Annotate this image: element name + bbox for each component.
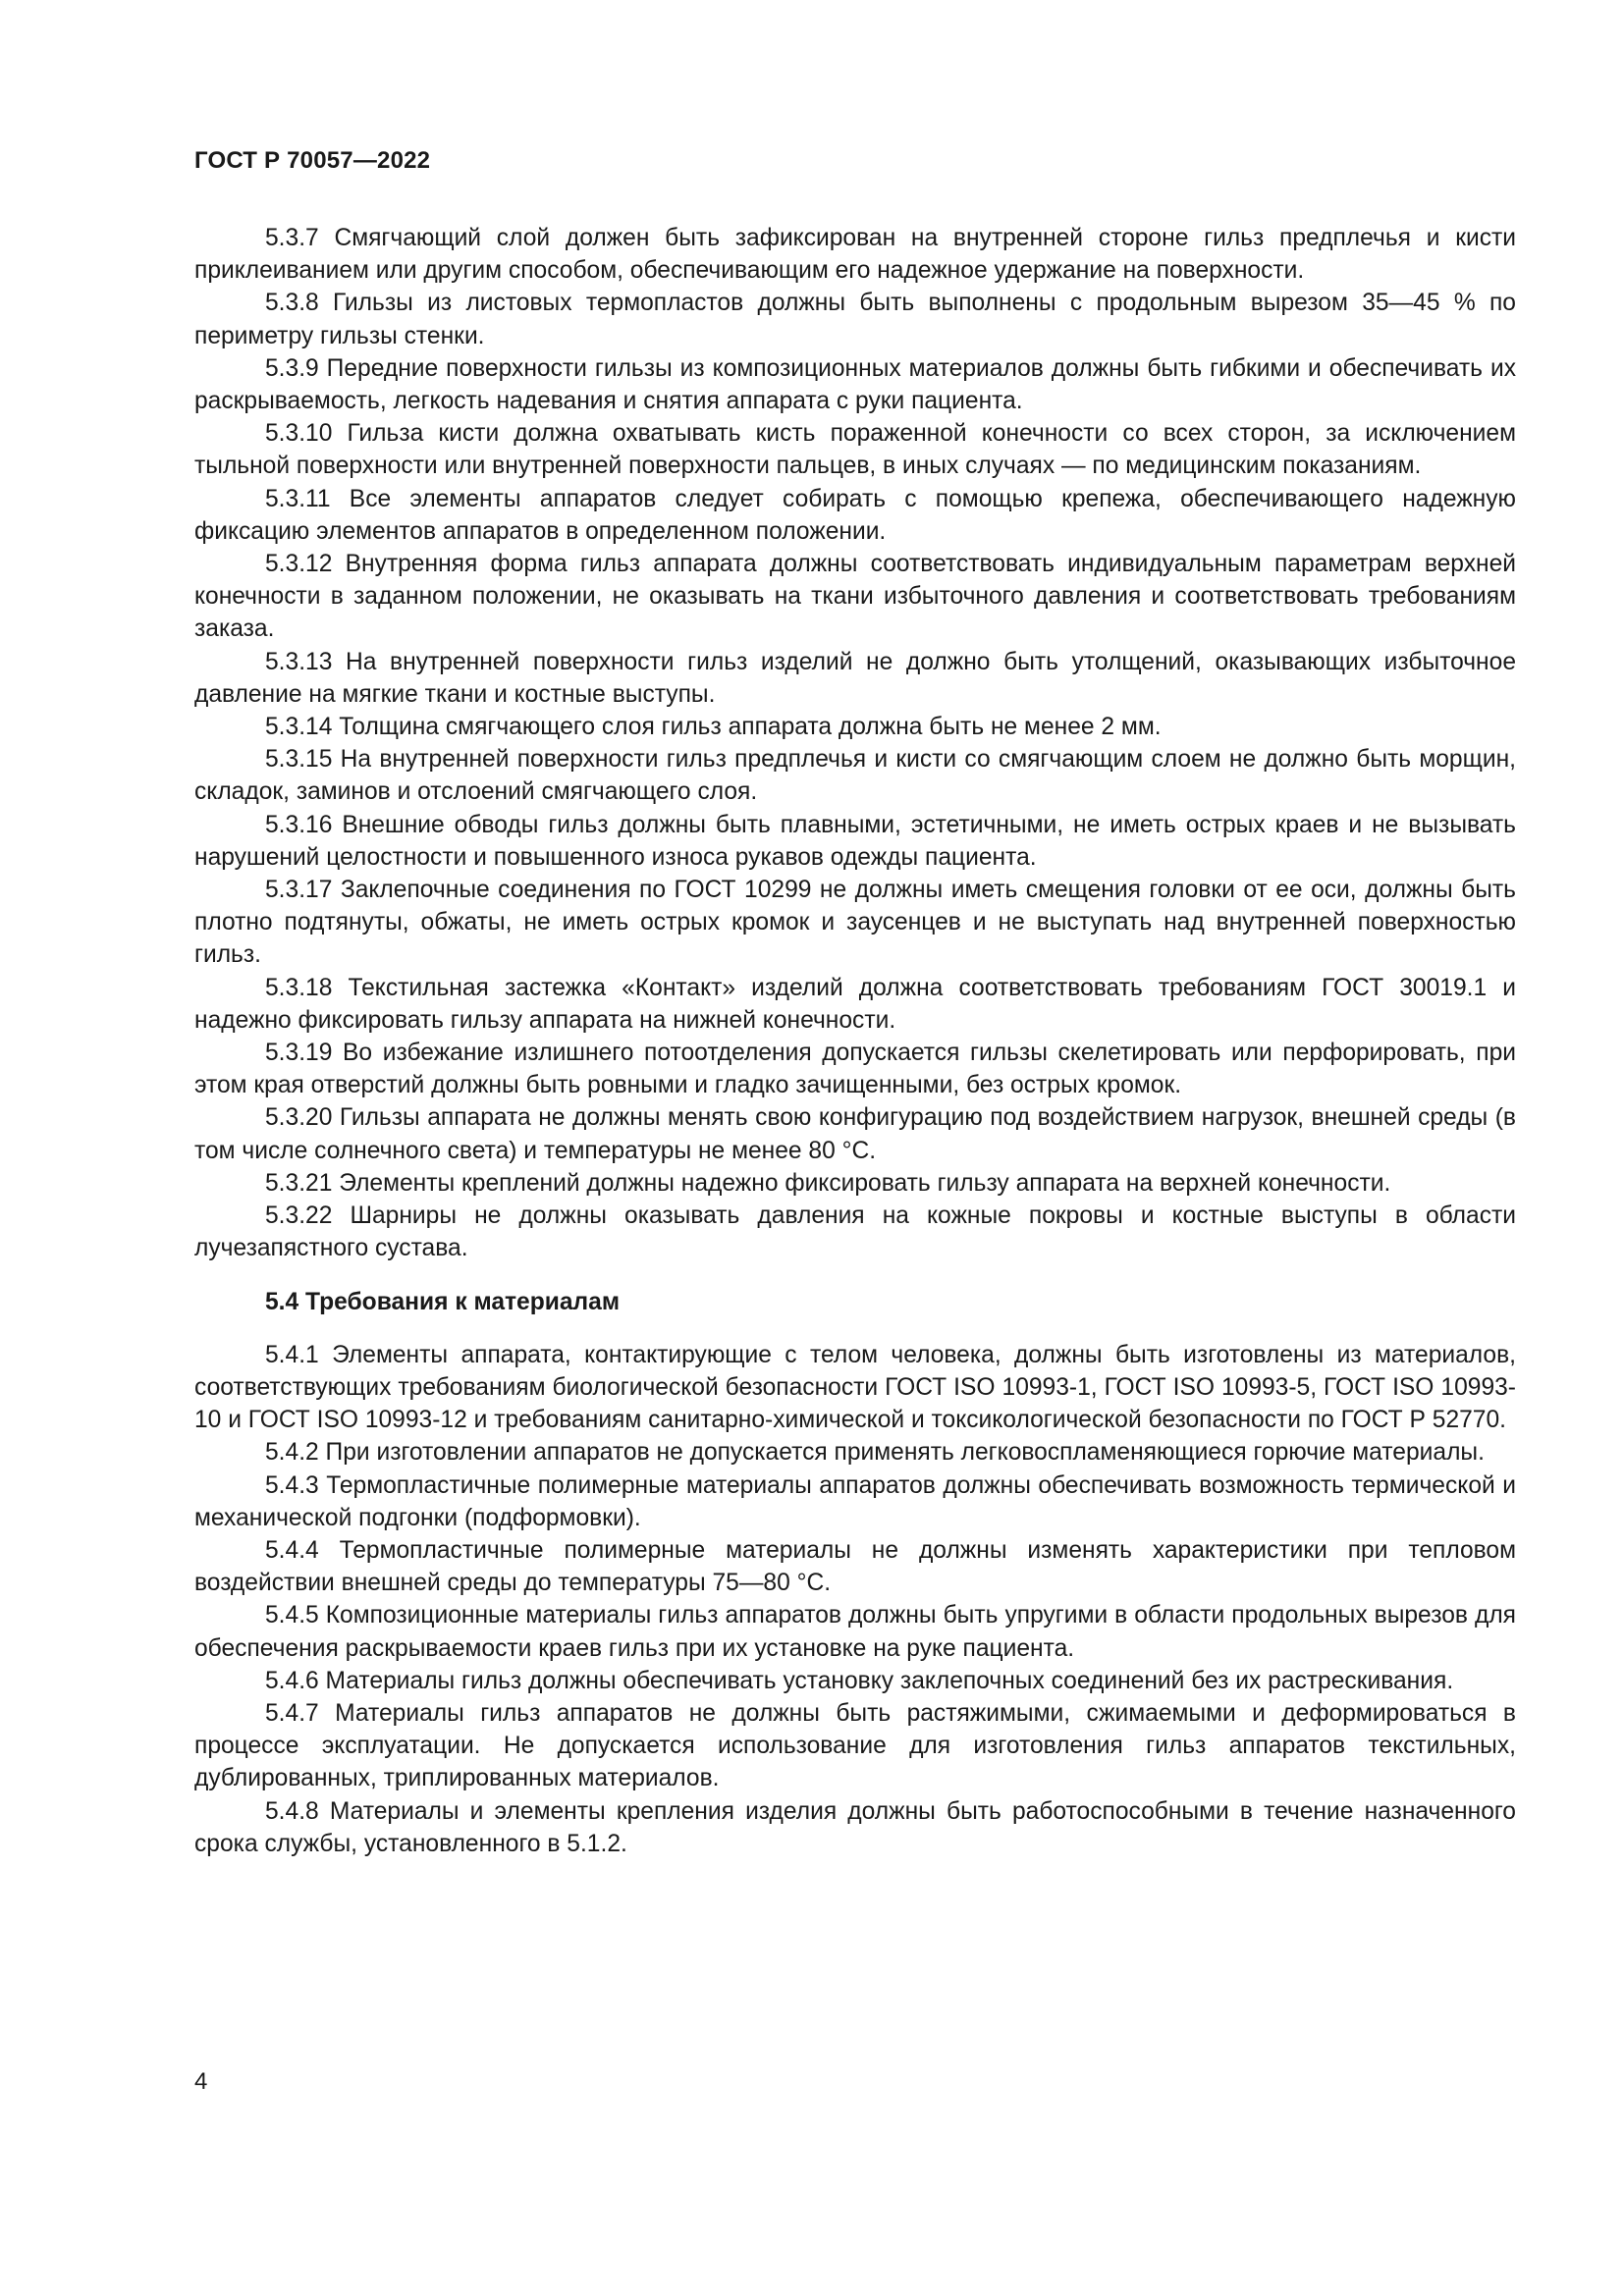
- paragraph-5-3-16: 5.3.16 Внешние обводы гильз должны быть плавными, эстетичными, не иметь острых краев и не вызывать нарушений целостности и повышенного износа рукавов одежды пациента.: [194, 811, 1516, 871]
- paragraph-5-4-8: 5.4.8 Материалы и элементы крепления изделия должны быть работоспособными в течение назначенного срока службы, установленного в 5.1.2.: [194, 1797, 1516, 1857]
- paragraph-5-4-7: 5.4.7 Материалы гильз аппаратов не должны быть растяжимыми, сжимаемыми и деформироваться в процессе эксплуатации. Не допускается использование для изготовления гильз аппаратов текстильных, дублированных, триплированных материалов.: [194, 1699, 1516, 1792]
- paragraph-5-3-9: 5.3.9 Передние поверхности гильзы из композиционных материалов должны быть гибкими и обеспечивать их раскрываемость, легкость надевания и снятия аппарата с руки пациента.: [194, 354, 1516, 415]
- document-body: [194, 222, 1516, 1860]
- paragraph-5-3-8: 5.3.8 Гильзы из листовых термопластов должны быть выполнены с продольным вырезом 35—45 % по периметру гильзы стенки.: [194, 290, 1516, 349]
- paragraph-5-3-13: 5.3.13 На внутренней поверхности гильз изделий не должно быть утолщений, оказывающих избыточное давление на мягкие ткани и костные выступы.: [194, 648, 1516, 708]
- paragraph-5-4-4: 5.4.4 Термопластичные полимерные материалы не должны изменять характеристики при тепловом воздействии внешней среды до температуры 75—80 °С.: [194, 1536, 1516, 1597]
- paragraph-5-4-3: 5.4.3 Термопластичные полимерные материалы аппаратов должны обеспечивать возможность термической и механической подгонки (подформовки).: [194, 1471, 1516, 1531]
- paragraph-5-3-21: 5.3.21 Элементы креплений должны надежно фиксировать гильзу аппарата на верхней конечности.: [265, 1169, 1391, 1197]
- section-heading-5-4: 5.4 Требования к материалам: [265, 1288, 621, 1315]
- page-number: 4: [194, 2068, 208, 2095]
- paragraph-5-4-5: 5.4.5 Композиционные материалы гильз аппаратов должны быть упругими в области продольных вырезов для обеспечения раскрываемости краев гильз при их установке на руке пациента.: [194, 1602, 1516, 1662]
- paragraph-5-3-10: 5.3.10 Гильза кисти должна охватывать кисть пораженной конечности со всех сторон, за исключением тыльной поверхности или внутренней поверхности пальцев, в иных случаях — по медицинским показаниям.: [194, 420, 1516, 480]
- paragraph-5-3-15: 5.3.15 На внутренней поверхности гильз предплечья и кисти со смягчающим слоем не должно быть морщин, складок, заминов и отслоений смягчающего слоя.: [194, 746, 1516, 806]
- paragraph-5-3-12: 5.3.12 Внутренняя форма гильз аппарата должны соответствовать индивидуальным параметрам верхней конечности в заданном положении, не оказывать на ткани избыточного давления и соответствовать требованиям заказа.: [194, 551, 1516, 643]
- paragraph-5-3-18: 5.3.18 Текстильная застежка «Контакт» изделий должна соответствовать требованиям ГОСТ 30019.1 и надежно фиксировать гильзу аппарата на нижней конечности.: [194, 974, 1516, 1034]
- paragraph-5-4-6: 5.4.6 Материалы гильз должны обеспечивать установку заклепочных соединений без их растрескивания.: [265, 1667, 1454, 1694]
- paragraph-5-3-22: 5.3.22 Шарниры не должны оказывать давления на кожные покровы и костные выступы в области лучезапястного сустава.: [194, 1202, 1516, 1262]
- paragraph-5-3-17: 5.3.17 Заклепочные соединения по ГОСТ 10299 не должны иметь смещения головки от ее оси, должны быть плотно подтянуты, обжаты, не иметь острых кромок и заусенцев и не выступать над внутренней поверхностью гильз.: [194, 877, 1516, 969]
- paragraph-5-3-11: 5.3.11 Все элементы аппаратов следует собирать с помощью крепежа, обеспечивающего надежную фиксацию элементов аппаратов в определенном положении.: [194, 485, 1516, 545]
- document-header: ГОСТ Р 70057—2022: [194, 147, 431, 174]
- paragraph-5-3-20: 5.3.20 Гильзы аппарата не должны менять свою конфигурацию под воздействием нагрузок, внешней среды (в том числе солнечного света) и температуры не менее 80 °С.: [194, 1104, 1516, 1164]
- paragraph-5-3-7: 5.3.7 Смягчающий слой должен быть зафиксирован на внутренней стороне гильз предплечья и кисти приклеиванием или другим способом, обеспечивающим его надежное удержание на поверхности.: [194, 225, 1516, 285]
- paragraph-5-4-1: 5.4.1 Элементы аппарата, контактирующие с телом человека, должны быть изготовлены из материалов, соответствующих требованиям биологической безопасности ГОСТ ISO 10993-1, ГОСТ ISO 10993-5, ГОСТ ISO 10993-10 и ГОСТ ISO 10993-12 и требованиям санитарно-химической и токсикологической безопасности по ГОСТ Р 52770.: [194, 1341, 1516, 1434]
- paragraph-5-4-2: 5.4.2 При изготовлении аппаратов не допускается применять легковоспламеняющиеся горючие материалы.: [265, 1439, 1485, 1467]
- paragraph-5-3-19: 5.3.19 Во избежание излишнего потоотделения допускается гильзы скелетировать или перфорировать, при этом края отверстий должны быть ровными и гладко зачищенными, без острых кромок.: [194, 1040, 1516, 1099]
- paragraph-5-3-14: 5.3.14 Толщина смягчающего слоя гильз аппарата должна быть не менее 2 мм.: [265, 714, 1162, 741]
